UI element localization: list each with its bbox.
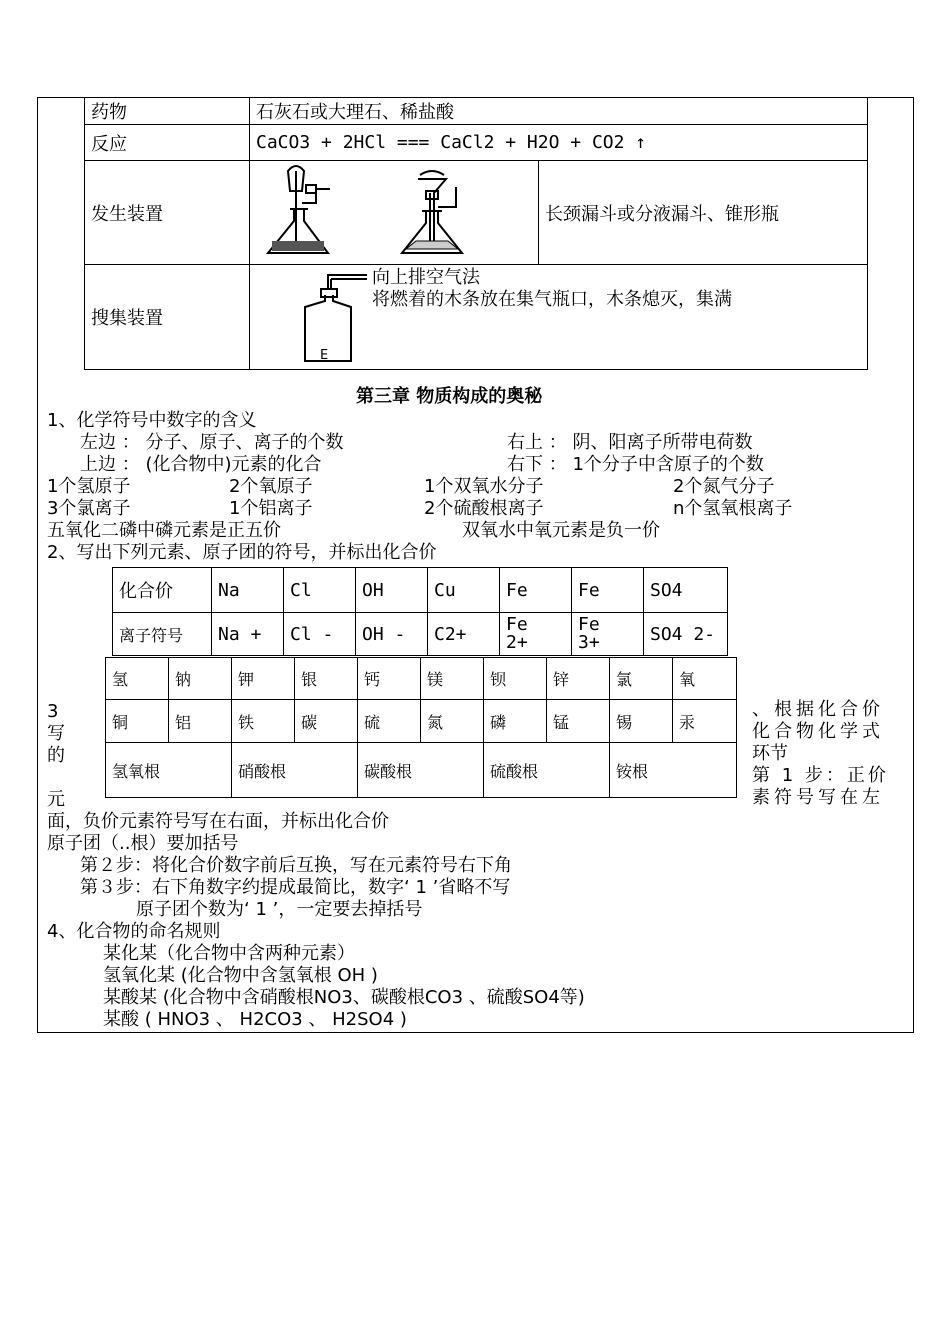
left-fragment: 元 — [47, 789, 65, 810]
section1-title: 1、化学符号中数字的含义 — [47, 410, 257, 431]
example: 3个氯离子 — [47, 498, 131, 519]
right-fragment: 、根据化合价 — [752, 699, 884, 720]
top-meaning: 上边 ： (化合物中)元素的化合 — [80, 454, 322, 475]
example: 1个氢原子 — [47, 476, 131, 497]
table-cell: 碳酸根 — [358, 743, 484, 798]
left-fragment: 3 — [47, 701, 59, 722]
step3: 第３步：右下角数字约提成最简比，数字‘ 1 ’省略不写 — [80, 877, 511, 898]
table-cell: 锰 — [547, 700, 610, 743]
naming-rule: 某酸某 (化合物中含硝酸根NO3、碳酸根CO3 、硫酸SO4等) — [103, 987, 585, 1008]
table-cell: 钠 — [169, 658, 232, 700]
example: 1个双氧水分子 — [424, 476, 544, 497]
example: 双氧水中氧元素是负一价 — [462, 520, 660, 541]
right-lower-meaning: 右下 ： 1个分子中含原子的个数 — [507, 454, 764, 475]
row-value: 石灰石或大理石、稀盐酸 — [250, 98, 868, 125]
section4-title: 4、化合物的命名规则 — [47, 921, 221, 942]
row-label: 发生装置 — [85, 161, 250, 265]
table-cell: 汞 — [673, 700, 737, 743]
row-label: 搜集装置 — [85, 265, 250, 370]
example: 1个铝离子 — [229, 498, 313, 519]
table-cell: 铜 — [106, 700, 169, 743]
left-fragment: 写 — [47, 723, 65, 744]
right-upper-meaning: 右上 ： 阴、阳离子所带电荷数 — [507, 432, 753, 453]
experiment-table — [84, 97, 868, 370]
step3-note: 原子团个数为‘ 1 ’，一定要去掉括号 — [136, 899, 423, 920]
table-cell: Cl - — [284, 613, 356, 656]
table-cell: OH — [356, 568, 428, 613]
table-cell: SO4 2- — [644, 613, 728, 656]
table-cell: OH - — [356, 613, 428, 656]
collection-method: 向上排空气法 — [372, 267, 480, 288]
table-cell: 钾 — [232, 658, 295, 700]
valence-table — [112, 567, 728, 656]
table-cell: 铝 — [169, 700, 232, 743]
left-meaning: 左边 ： 分子、原子、离子的个数 — [80, 432, 344, 453]
left-fragment: 的 — [47, 745, 65, 766]
table-row — [113, 568, 728, 613]
table-cell: 化合价 — [113, 568, 212, 613]
table-cell: Fe 2+ — [500, 613, 572, 656]
table-cell: 磷 — [484, 700, 547, 743]
table-cell: C2+ — [428, 613, 500, 656]
row-value: 长颈漏斗或分液漏斗、锥形瓶 — [539, 161, 868, 265]
table-cell: 钡 — [484, 658, 547, 700]
step2: 第２步：将化合价数字前后互换，写在元素符号右下角 — [80, 855, 512, 876]
naming-rule: 某化某（化合物中含两种元素） — [103, 943, 355, 964]
table-cell: Cu — [428, 568, 500, 613]
collection-check: 将燃着的木条放在集气瓶口，木条熄灭，集满 — [372, 289, 732, 310]
table-row — [85, 125, 868, 161]
section2-title: 2、写出下列元素、原子团的符号，并标出化合价 — [47, 542, 437, 563]
table-cell: 锌 — [547, 658, 610, 700]
table-cell: Fe — [572, 568, 644, 613]
right-fragment: 环节 — [752, 743, 788, 764]
step1-continued: 面，负价元素符号写在右面，并标出化合价 — [47, 811, 389, 832]
reaction-equation: CaCO3 + 2HCl === CaCl2 + H2O + CO2 ↑ — [250, 125, 868, 161]
table-cell: 氧 — [673, 658, 737, 700]
step1-note: 原子团（..根）要加括号 — [47, 833, 239, 854]
table-cell: 氯 — [610, 658, 673, 700]
table-row — [106, 658, 737, 700]
table-cell: 硫酸根 — [484, 743, 610, 798]
table-cell: 铵根 — [610, 743, 737, 798]
row-label: 反应 — [85, 125, 250, 161]
table-cell: Na — [212, 568, 284, 613]
table-cell: Na + — [212, 613, 284, 656]
table-cell: 氮 — [421, 700, 484, 743]
table-cell: SO4 — [644, 568, 728, 613]
table-cell: Cl — [284, 568, 356, 613]
naming-rule: 氢氧化某 (化合物中含氢氧根 OH ) — [103, 965, 378, 986]
table-row — [106, 700, 737, 743]
gas-bottle-icon — [295, 267, 375, 367]
table-cell: Fe 3+ — [572, 613, 644, 656]
example: n个氢氧根离子 — [673, 498, 793, 519]
chapter-title: 第三章 物质构成的奥秘 — [356, 386, 543, 407]
table-row — [106, 743, 737, 798]
table-cell: 碳 — [295, 700, 358, 743]
right-fragment: 化合物化学式 — [752, 721, 884, 742]
table-cell: 银 — [295, 658, 358, 700]
elements-table — [105, 657, 737, 798]
example: 2个氧原子 — [229, 476, 313, 497]
table-row — [85, 161, 868, 265]
table-cell: 钙 — [358, 658, 421, 700]
right-fragment: 素符号写在左 — [752, 787, 884, 808]
table-cell: 硫 — [358, 700, 421, 743]
table-cell: 镁 — [421, 658, 484, 700]
table-row — [113, 613, 728, 656]
bottle-mark: E — [320, 348, 329, 363]
table-cell: 离子符号 — [113, 613, 212, 656]
table-cell: 铁 — [232, 700, 295, 743]
right-fragment: 第 1 步：正价 — [752, 765, 889, 786]
table-cell: 氢氧根 — [106, 743, 232, 798]
collection-cell — [250, 265, 868, 370]
table-row — [85, 98, 868, 125]
row-label: 药物 — [85, 98, 250, 125]
generator-apparatus-cell — [250, 161, 539, 265]
example: 五氧化二磷中磷元素是正五价 — [47, 520, 281, 541]
table-cell: 锡 — [610, 700, 673, 743]
example: 2个氮气分子 — [673, 476, 775, 497]
table-cell: Fe — [500, 568, 572, 613]
flask-apparatus-icon — [250, 161, 538, 259]
table-cell: 氢 — [106, 658, 169, 700]
table-row — [85, 265, 868, 370]
example: 2个硫酸根离子 — [424, 498, 544, 519]
naming-rule: 某酸 ( HNO3 、 H2CO3 、 H2SO4 ) — [103, 1009, 407, 1030]
table-cell: 硝酸根 — [232, 743, 358, 798]
